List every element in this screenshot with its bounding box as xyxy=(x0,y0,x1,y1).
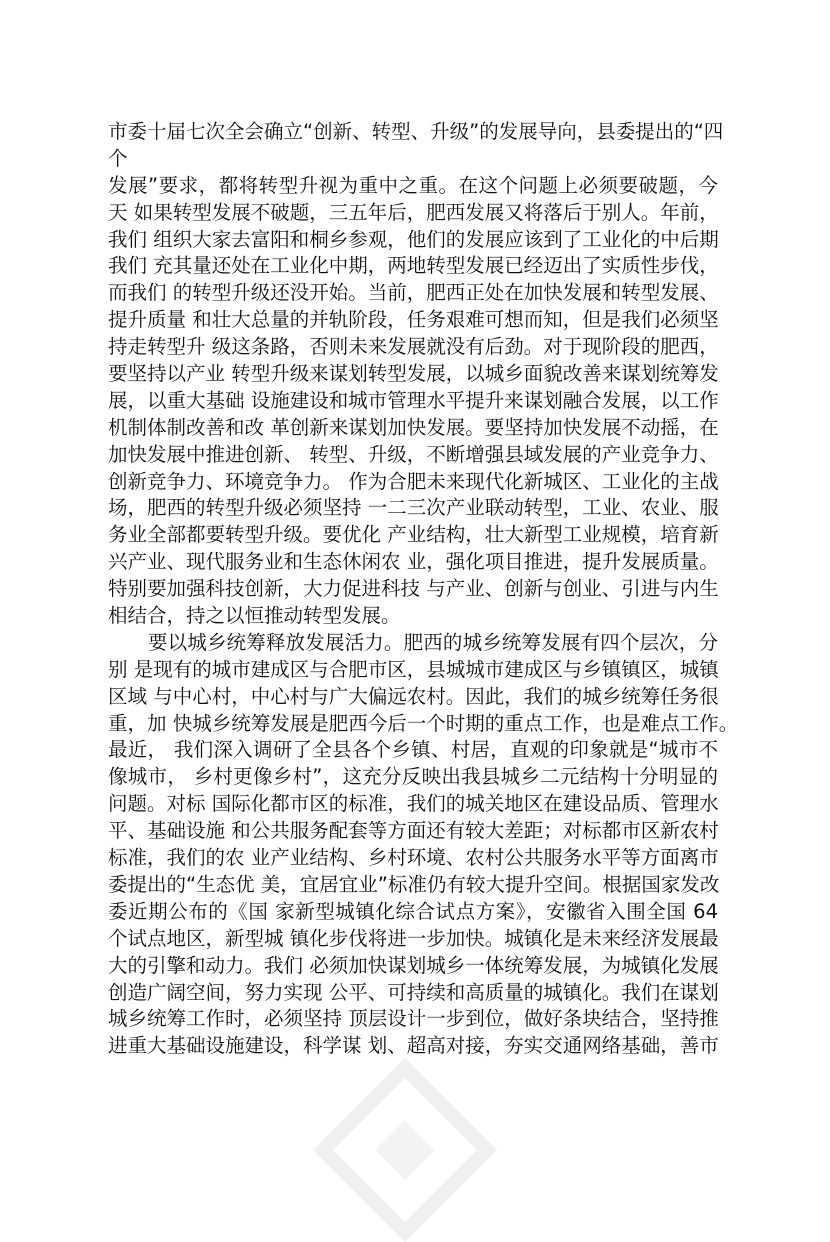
text-line: 兴产业、现代服务业和生态休闲农 业，强化项目推进，提升发展质量。 xyxy=(108,550,719,574)
text-line: 市委十届七次全会确立“创新、转型、升级”的发展导向，县委提出的“四 xyxy=(108,120,724,143)
text-line: 我们 组织大家去富阳和桐乡参观，他们的发展应该到了工业化的中后期 xyxy=(108,227,719,251)
text-line: 城乡统筹工作时，必须坚持 顶层设计一步到位，做好条块结合，坚持推 xyxy=(108,1007,719,1031)
text-line: 重，加 快城乡统筹发展是肥西今后一个时期的重点工作，也是难点工作。 xyxy=(108,711,739,735)
text-line: 天 如果转型发展不破题，三五年后，肥西发展又将落后于别人。年前， xyxy=(108,200,719,224)
text-line: 特别要加强科技创新，大力促进科技 与产业、创新与创业、引进与内生 xyxy=(108,577,719,601)
text-line: 创造广阔空间，努力实现 公平、可持续和高质量的城镇化。我们在谋划 xyxy=(108,980,719,1004)
text-line: 而我们 的转型升级还没开始。当前，肥西正处在加快发展和转型发展、 xyxy=(108,281,719,305)
watermark-logo-center xyxy=(375,1120,434,1179)
text-line: 最近， 我们深入调研了全县各个乡镇、村居，直观的印象就是“城市不 xyxy=(108,738,718,762)
text-line: 个试点地区，新型城 镇化步伐将进一步加快。城镇化是未来经济发展最 xyxy=(108,926,719,950)
text-line: 持走转型升 级这条路，否则未来发展就没有后劲。对于现阶段的肥西， xyxy=(108,335,719,359)
text-line: 区域 与中心村，中心村与广大偏远农村。因此，我们的城乡统筹任务很 xyxy=(108,684,719,708)
text-line: 大的引擎和动力。我们 必须加快谋划城乡一体统筹发展，为城镇化发展 xyxy=(108,953,719,977)
text-line: 别 是现有的城市建成区与合肥市区，县城城市建成区与乡镇镇区，城镇 xyxy=(108,657,719,681)
text-line: 要以城乡统筹释放发展活力。肥西的城乡统筹发展有四个层次，分 xyxy=(148,630,718,654)
text-line: 展，以重大基础 设施建设和城市管理水平提升来谋划融合发展，以工作 xyxy=(108,388,719,412)
text-line: 进重大基础设施建设，科学谋 划、超高对接，夯实交通网络基础，善市 xyxy=(108,1034,719,1058)
text-line: 加快发展中推进创新、 转型、升级，不断增强县域发展的产业竞争力、 xyxy=(108,442,719,466)
text-line: 像城市， 乡村更像乡村”，这充分反映出我县城乡二元结构十分明显的 xyxy=(108,765,718,789)
text-line: 委提出的“生态优 美，宜居宜业”标准仍有较大提升空间。根据国家发改 xyxy=(108,872,720,896)
text-line: 平、基础设施 和公共服务配套等方面还有较大差距；对标都市区新农村 xyxy=(108,819,719,843)
text-line: 创新竞争力、环境竞争力。 作为合肥未来现代化新城区、工业化的主战 xyxy=(108,469,719,493)
watermark-logo-icon xyxy=(313,1058,497,1242)
text-line: 发展”要求，都将转型升视为重中之重。在这个问题上必须要破题，今 xyxy=(108,173,718,197)
text-line: 场，肥西的转型升级必须坚持 一二三次产业联动转型，工业、农业、服 xyxy=(108,496,719,520)
text-line: 标准，我们的农 业产业结构、乡村环境、农村公共服务水平等方面离市 xyxy=(108,846,719,870)
text-line: 提升质量 和壮大总量的并轨阶段，任务艰难可想而知，但是我们必须坚 xyxy=(108,308,719,332)
body-text xyxy=(108,119,739,1060)
text-line: 个 xyxy=(108,146,128,170)
text-line: 问题。对标 国际化都市区的标准，我们的城关地区在建设品质、管理水 xyxy=(108,792,719,816)
text-line: 相结合，持之以恒推动转型发展。 xyxy=(108,604,401,628)
text-line: 务业全部都要转型升级。要优化 产业结构，壮大新型工业规模，培育新 xyxy=(108,523,719,547)
text-line: 机制体制改善和改 革创新来谋划加快发展。要坚持加快发展不动摇，在 xyxy=(108,415,719,439)
text-line: 委近期公布的《国 家新型城镇化综合试点方案》，安徽省入围全国 64 xyxy=(108,899,718,923)
text-line: 我们 充其量还处在工业化中期，两地转型发展已经迈出了实质性步伐， xyxy=(108,254,719,278)
text-line: 要坚持以产业 转型升级来谋划转型发展，以城乡面貌改善来谋划统筹发 xyxy=(108,362,719,386)
